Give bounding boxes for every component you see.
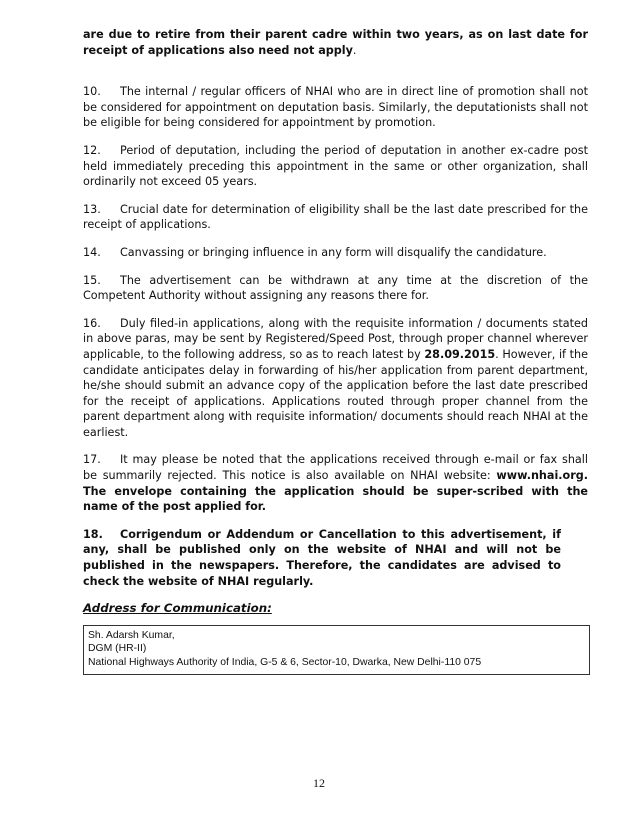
page-number: 12 [313,776,325,790]
paragraph-number: 10. [83,85,101,99]
website-link[interactable]: www.nhai.org. [496,469,588,483]
address-box [83,625,590,675]
envelope-instruction: The envelope containing the application should be super-scribed with the name of the post applied for. [83,484,588,514]
paragraph-10 [83,84,588,131]
intro-paragraph [83,27,588,58]
address-heading-text: Address for Communication [83,601,268,616]
paragraph-number: 18. [83,527,103,541]
paragraph-text: Corrigendum or Addendum or Cancellation to this advertisement, if any, shall be published only on the website of NHAI and will not be published in the newspapers. Therefore, the candidates are advised to check the website of NHAI regularly. [83,527,561,588]
paragraph-text: It may please be noted that the applications received through e-mail or fax shall be summarily rejected. This notice is also available on NHAI website: [83,453,588,483]
paragraph-16 [83,316,588,441]
intro-text: are due to retire from their parent cadre within two years, as on last date for receipt of applications also need not apply [83,28,588,57]
paragraph-text: Crucial date for determination of eligibility shall be the last date prescribed for the receipt of applications. [83,202,588,232]
address-designation: DGM (HR-II) [88,643,147,655]
document-body [83,27,588,675]
deadline-date: 28.09.2015 [424,347,496,361]
paragraph-13 [83,202,588,233]
paragraph-text: The internal / regular officers of NHAI who are in direct line of promotion shall not be considered for appointment on deputation basis. Similarly, the deputationists shall not be eligible for being considered for appointment by promotion. [83,85,588,130]
address-heading [83,601,588,617]
paragraph-text: Period of deputation, including the period of deputation in another ex-cadre post held immediately preceding this appointment in the same or other organization, shall ordinarily not exceed 05 years. [83,143,588,189]
paragraph-number: 16. [83,316,101,330]
paragraph-text: Canvassing or bringing influence in any form will disqualify the candidature. [120,245,547,259]
intro-end: . [352,43,357,57]
paragraph-15 [83,273,588,304]
paragraph-number: 15. [83,273,101,287]
paragraph-17 [83,452,588,514]
address-heading-colon: : [267,601,272,616]
address-organization: National Highways Authority of India, G-5 & 6, Sector-10, Dwarka, New Delhi-110 075 [88,657,482,668]
address-name: Sh. Adarsh Kumar, [88,629,175,641]
paragraph-number: 12. [83,143,101,157]
paragraph-text: The advertisement can be withdrawn at any time at the discretion of the Competent Authority without assigning any reasons there for. [83,273,588,303]
paragraph-number: 13. [83,202,101,216]
paragraph-12 [83,143,588,190]
paragraph-number: 17. [83,453,101,467]
paragraph-18 [83,527,561,589]
paragraph-text: Duly filed-in applications, along with the requisite information / documents stated in above paras, may be sent by Registered/Speed Post, through proper channel wherever applicable, to the following address, so as to reach latest by [83,316,588,361]
paragraph-14 [83,245,588,261]
paragraph-number: 14. [83,245,101,259]
paragraph-text-continued: . However, if the candidate anticipates delay in forwarding of his/her application from parent department, he/she should submit an advance copy of the application before the last date prescribed for the receipt of applications. Applications routed through proper channel from the parent department along with requisite information/ documents should reach NHAI at the earliest. [83,347,588,439]
